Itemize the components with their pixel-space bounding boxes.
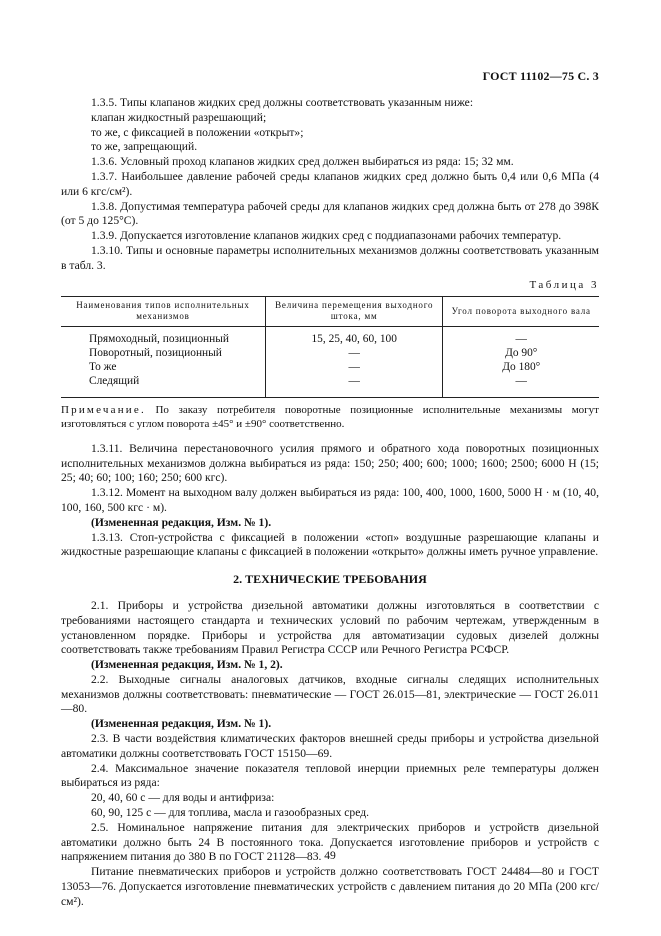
section-1-3-cont-paragraphs xyxy=(61,442,599,560)
table-row xyxy=(61,347,599,361)
table-cell: Прямоходный, позиционный xyxy=(89,333,229,346)
table-cell: — xyxy=(443,327,599,347)
paragraph: клапан жидкостный разрешающий; xyxy=(91,110,267,124)
table-caption: Таблица 3 xyxy=(529,278,599,291)
paragraph: 1.3.10. Типы и основные параметры исполнительных механизмов должны соответствовать указанным в табл. 3. xyxy=(61,243,599,272)
table-cell: — xyxy=(443,375,599,397)
section-1-3-paragraphs xyxy=(61,96,599,274)
table-cell: — xyxy=(265,361,443,375)
paragraph: 1.3.13. Стоп-устройства с фиксацией в положении «стоп» воздушные разрешающие клапаны и жидкостные разрешающие клапаны с фиксацией в положении «открыто» должны иметь ручное управление. xyxy=(61,530,599,559)
paragraph: 2.1. Приборы и устройства дизельной автоматики должны изготовляться в соответствии с требованиями настоящего стандарта и технических условий по рабочим чертежам, утвержденным в установленном порядке. Приборы и устройства для автоматизации судовых дизелей должны соответствовать также требованиям Правил Регистра СССР или Речного Регистра РСФСР. xyxy=(61,598,599,657)
table-3 xyxy=(61,296,599,397)
document-page xyxy=(61,0,599,936)
table-header-cell: Наименования типов исполнительных механизмов xyxy=(61,297,265,327)
table-row xyxy=(61,327,599,347)
paragraph: (Измененная редакция, Изм. № 1). xyxy=(91,717,272,731)
paragraph: (Измененная редакция, Изм. № 1). xyxy=(91,515,272,529)
table-note xyxy=(61,403,599,432)
table-header-cell: Величина перемещения выходного штока, мм xyxy=(265,297,443,327)
table-cell: То же xyxy=(89,360,117,373)
paragraph: 1.3.7. Наибольшее давление рабочей среды клапанов жидких сред должно быть 0,4 или 0,6 МПа (4 или 6 кгс/см²). xyxy=(61,169,599,198)
paragraph: 2.4. Максимальное значение показателя тепловой инерции приемных реле температуры должен выбираться из ряда: xyxy=(61,761,599,790)
document-header: ГОСТ 11102—75 С. 3 xyxy=(482,69,599,83)
note-label: Примечание. xyxy=(61,403,146,416)
paragraph: 60, 90, 125 с — для топлива, масла и газообразных сред. xyxy=(91,806,370,820)
paragraph: 1.3.11. Величина перестановочного усилия прямого и обратного хода поворотных позиционных исполнительных механизмов должна выбираться из ряда: 150; 250; 400; 600; 1000; 1600; 2500; 6000 Н (15; 25; 40; 60; 100; 160; 250; 600 кгс). xyxy=(61,441,599,485)
table-cell: — xyxy=(265,375,443,397)
table-row xyxy=(61,361,599,375)
paragraph: (Измененная редакция, Изм. № 1, 2). xyxy=(91,658,283,672)
paragraph: то же, с фиксацией в положении «открыт»; xyxy=(91,125,304,139)
paragraph: 2.3. В части воздействия климатических факторов внешней среды приборы и устройства дизельной автоматики должны соответствовать ГОСТ 15150—69. xyxy=(61,732,599,760)
page-number: 49 xyxy=(324,849,336,862)
table-cell: Поворотный, позиционный xyxy=(89,347,222,360)
paragraph: 1.3.8. Допустимая температура рабочей среды для клапанов жидких сред должна быть от 278 до 398К (от 5 до 125°С). xyxy=(61,199,599,228)
table-cell: До 90° xyxy=(443,347,599,361)
paragraph: то же, запрещающий. xyxy=(91,140,198,154)
paragraph: 1.3.9. Допускается изготовление клапанов жидких сред с поддиапазонами рабочих температур. xyxy=(91,229,562,243)
paragraph: 1.3.12. Момент на выходном валу должен выбираться из ряда: 100, 400, 1000, 1600, 5000 Н · м (10, 40, 100, 160, 500 кгс · м). xyxy=(61,486,599,514)
note-text: По заказу потребителя поворотные позиционные исполнительные механизмы могут изготовляться с углом поворота ±45° и ±90° соответственно. xyxy=(61,403,599,431)
paragraph: 2.5. Номинальное напряжение питания для электрических приборов и устройств дизельной автоматики должно быть 24 В постоянного тока. Допускается изготовление приборов и устройств с напряжением питания до 380 В по ГОСТ 21128—83. xyxy=(61,820,599,864)
paragraph: 1.3.6. Условный проход клапанов жидких сред должен выбираться из ряда: 15; 32 мм. xyxy=(91,155,514,169)
document-body xyxy=(61,96,599,910)
table-cell: До 180° xyxy=(443,361,599,375)
table-header-row xyxy=(61,297,599,327)
table-cell: 15, 25, 40, 60, 100 xyxy=(265,327,443,347)
table-cell: Следящий xyxy=(61,375,265,397)
paragraph: 2.2. Выходные сигналы аналоговых датчиков, входные сигналы следящих исполнительных механизмов должны соответствовать: пневматические — ГОСТ 26.015—81, электрические — ГОСТ 26.011—80. xyxy=(61,672,599,716)
paragraph: 20, 40, 60 с — для воды и антифриза: xyxy=(91,791,275,805)
table-header-cell: Угол поворота выходного вала xyxy=(443,297,599,327)
section-2-title: 2. ТЕХНИЧЕСКИЕ ТРЕБОВАНИЯ xyxy=(233,572,427,587)
table-row xyxy=(61,375,599,397)
paragraph: 1.3.5. Типы клапанов жидких сред должны соответствовать указанным ниже: xyxy=(91,96,474,109)
table-body xyxy=(61,327,599,397)
table-cell: — xyxy=(265,347,443,361)
paragraph: Питание пневматических приборов и устройств должно соответствовать ГОСТ 24484—80 и ГОСТ 13053—76. Допускается изготовление пневматических устройств с давлением питания до 20 МПа (200 кгс/см²). xyxy=(61,865,599,908)
